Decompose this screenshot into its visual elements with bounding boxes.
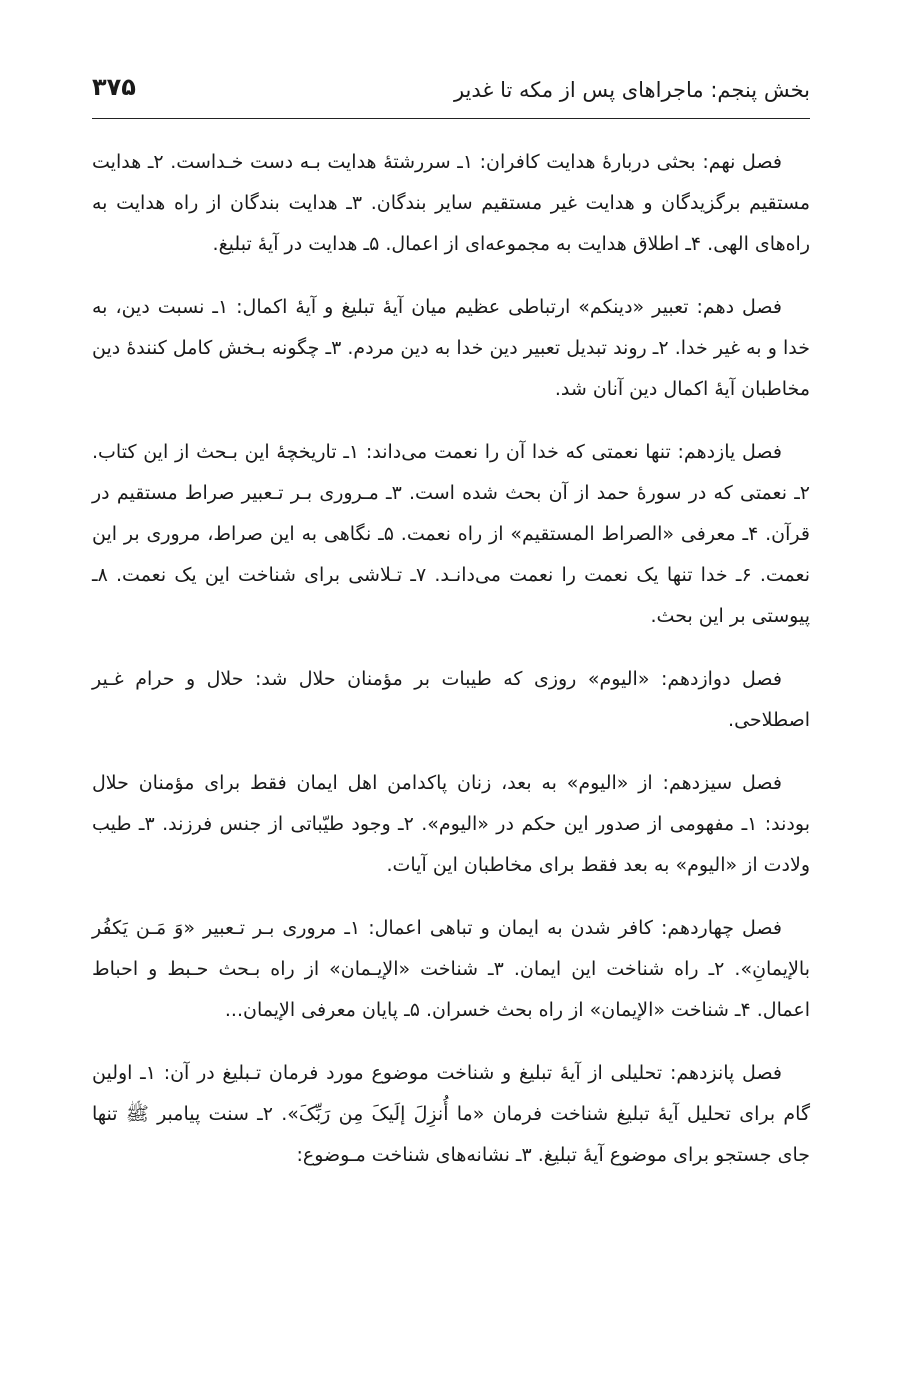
chapter-entry-9: فصل نهم: بحثی دربارۀ هدایت کافران: ۱ـ سررشتۀ هدایت بـه دست خـداست. ۲ـ هدایت مستقیم برگزیدگان و هدایت غیر مستقیم سایر بندگان. ۳ـ هدایت بندگان از راه هدایت به راه‌های الهی. ۴ـ اطلاق هدایت به مجموعه‌ای از اعمال. ۵ـ هدایت در آیۀ تبلیغ. <box>92 151 810 255</box>
chapter-entry-10: فصل دهم: تعبیر «دینکم» ارتباطی عظیم میان آیۀ تبلیغ و آیۀ اکمال: ۱ـ نسبت دین، به خدا و به غیر خدا. ۲ـ روند تبدیل تعبیر دین خدا به دین مردم. ۳ـ چگونه بـخش کامل کنندۀ دین مخاطبان آیۀ اکمال دین آنان شد. <box>92 296 810 400</box>
running-title: بخش پنجم: ماجراهای پس از مکه تا غدیر <box>453 78 810 102</box>
chapter-entry-11: فصل یازدهم: تنها نعمتی که خدا آن را نعمت می‌داند: ۱ـ تاریخچۀ این بـحث از این کتاب. ۲ـ نعمتی که در سورۀ حمد از آن بحث شده است. ۳ـ مـروری بـر تـعبیر صراط مستقیم در قرآن. ۴ـ معرفی «الصراط المستقیم» از راه نعمت. ۵ـ نگاهی به این صراط، مروری بر این نعمت. ۶ـ خدا تنها یک نعمت را نعمت می‌دانـد. ۷ـ تـلاشی برای شناخت این یک نعمت. ۸ـ پیوستی بر این بحث. <box>92 441 810 627</box>
chapter-entry-12: فصل دوازدهم: «الیوم» روزی که طیبات بر مؤمنان حلال شد: حلال و حرام غـیر اصطلاحی. <box>92 668 810 731</box>
chapter-entry-14: فصل چهاردهم: کافر شدن به ایمان و تباهی اعمال: ۱ـ مروری بـر تـعبیر «وَ مَـن یَکفُر بالإیمانِ». ۲ـ راه شناخت این ایمان. ۳ـ شناخت «الإیـمان» از راه بـحث حـبط و احباط اعمال. ۴ـ شناخت «الإیمان» از راه بحث خسران. ۵ـ پایان معرفی الإیمان... <box>92 917 810 1021</box>
table-of-contents-body <box>92 142 810 1198</box>
chapter-entry-13: فصل سیزدهم: از «الیوم» به بعد، زنان پاکدامن اهل ایمان فقط برای مؤمنان حلال بودند: ۱ـ مفهومی از صدور این حکم در «الیوم». ۲ـ وجود طیّباتی از جنس فرزند. ۳ـ طیب ولادت از «الیوم» به بعد فقط برای مخاطبان این آیات. <box>92 772 810 876</box>
header-divider <box>92 118 810 119</box>
book-page <box>92 0 810 1390</box>
page-header <box>92 70 810 110</box>
chapter-entry-15: فصل پانزدهم: تحلیلی از آیۀ تبلیغ و شناخت موضوع مورد فرمان تـبلیغ در آن: ۱ـ اولین گام برای تحلیل آیۀ تبلیغ شناخت فرمان «ما أُنزِلَ إلَیکَ مِن رَبِّکَ». ۲ـ سنت پیامبر ﷺ تنها جای جستجو برای موضوع آیۀ تبلیغ. ۳ـ نشانه‌های شناخت مـوضوع: <box>92 1062 810 1166</box>
page-number: ۳۷۵ <box>92 73 136 101</box>
